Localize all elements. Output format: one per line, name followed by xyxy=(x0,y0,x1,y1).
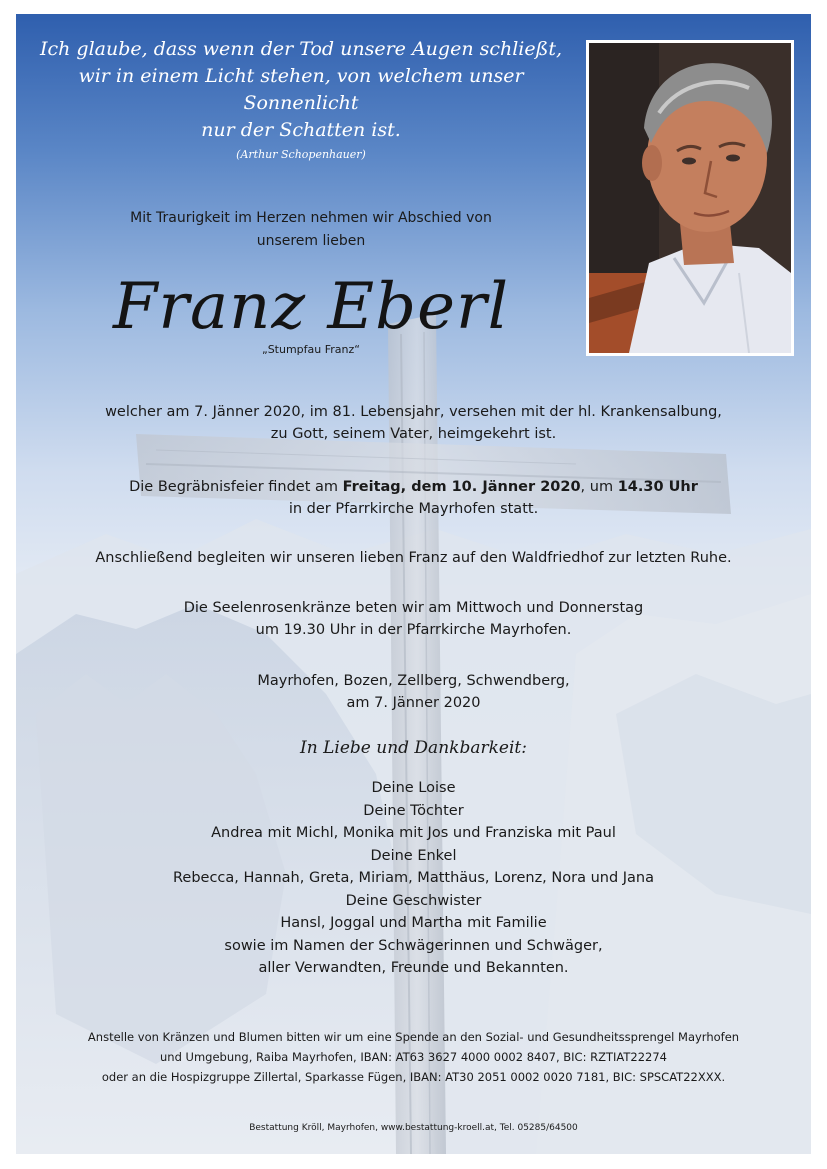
family-line: Deine Geschwister xyxy=(345,892,482,909)
funeral-info xyxy=(16,476,811,520)
content-layer xyxy=(16,14,811,1154)
burial-info: Anschließend begleiten wir unseren lieben Franz auf den Waldfriedhof zur letzten Ruhe. xyxy=(95,550,732,566)
date-line: am 7. Jänner 2020 xyxy=(346,695,481,711)
deceased-name: Franz Eberl xyxy=(112,270,510,344)
funeral-prefix: Die Begräbnisfeier findet am xyxy=(129,479,343,495)
place-line: Mayrhofen, Bozen, Zellberg, Schwendberg, xyxy=(257,673,570,689)
family-line: Rebecca, Hannah, Greta, Miriam, Matthäus, Lorenz, Nora und Jana xyxy=(172,870,654,886)
death-notice-line: zu Gott, seinem Vater, heimgekehrt ist. xyxy=(270,426,557,442)
quote-line: nur der Schatten ist. xyxy=(201,119,401,141)
thanks-heading: In Liebe und Dankbarkeit: xyxy=(300,738,527,758)
quote-line: wir in einem Licht stehen, von welchem unser Sonnenlicht xyxy=(78,65,524,114)
funeral-home-footer: Bestattung Kröll, Mayrhofen, www.bestattung-kroell.at, Tel. 05285/64500 xyxy=(249,1123,578,1133)
funeral-line xyxy=(16,476,811,498)
funeral-middle: , um xyxy=(580,479,618,495)
donation-line: oder an die Hospizgruppe Zillertal, Sparkasse Fügen, IBAN: AT30 2051 0002 0020 7181, BIC: SPSCAT22XXX. xyxy=(101,1070,726,1084)
funeral-location: in der Pfarrkirche Mayrhofen statt. xyxy=(288,501,539,517)
donation-request xyxy=(16,1027,811,1087)
family-line: sowie im Namen der Schwägerinnen und Schwäger, xyxy=(224,937,603,954)
family-line: Hansl, Joggal und Martha mit Familie xyxy=(280,915,547,931)
family-line: aller Verwandten, Freunde und Bekannten. xyxy=(258,960,569,976)
death-notice xyxy=(16,401,811,445)
death-notice-line: welcher am 7. Jänner 2020, im 81. Lebensjahr, versehen mit der hl. Krankensalbung, xyxy=(105,404,722,420)
obituary-card xyxy=(16,14,811,1154)
family-line: Deine Loise xyxy=(371,780,456,796)
quote xyxy=(36,36,566,162)
portrait-image xyxy=(589,43,791,353)
quote-author: (Arthur Schopenhauer) xyxy=(236,148,366,161)
rosary-line: Die Seelenrosenkränze beten wir am Mittwoch und Donnerstag xyxy=(183,600,644,616)
intro-text xyxy=(16,207,606,253)
rosary-info xyxy=(16,597,811,641)
funeral-time: 14.30 Uhr xyxy=(617,479,698,495)
quote-line: Ich glaube, dass wenn der Tod unsere Augen schließt, xyxy=(40,38,562,60)
funeral-date: Freitag, dem 10. Jänner 2020 xyxy=(342,479,581,495)
deceased-nickname: „Stumpfau Franz“ xyxy=(262,343,360,356)
family-line: Deine Töchter xyxy=(363,802,464,819)
family-list xyxy=(16,777,811,980)
portrait-photo xyxy=(586,40,794,356)
donation-line: und Umgebung, Raiba Mayrhofen, IBAN: AT63 3627 4000 0002 8407, BIC: RZTIAT22274 xyxy=(160,1050,667,1064)
family-line: Deine Enkel xyxy=(370,847,457,864)
place-date xyxy=(16,670,811,714)
donation-line: Anstelle von Kränzen und Blumen bitten wir um eine Spende an den Sozial- und Gesundheitssprengel Mayrhofen xyxy=(87,1030,740,1044)
family-line: Andrea mit Michl, Monika mit Jos und Franziska mit Paul xyxy=(211,825,616,841)
rosary-line: um 19.30 Uhr in der Pfarrkirche Mayrhofen. xyxy=(255,622,572,638)
intro-line: unserem lieben xyxy=(256,233,366,249)
intro-line: Mit Traurigkeit im Herzen nehmen wir Abschied von xyxy=(130,210,492,226)
